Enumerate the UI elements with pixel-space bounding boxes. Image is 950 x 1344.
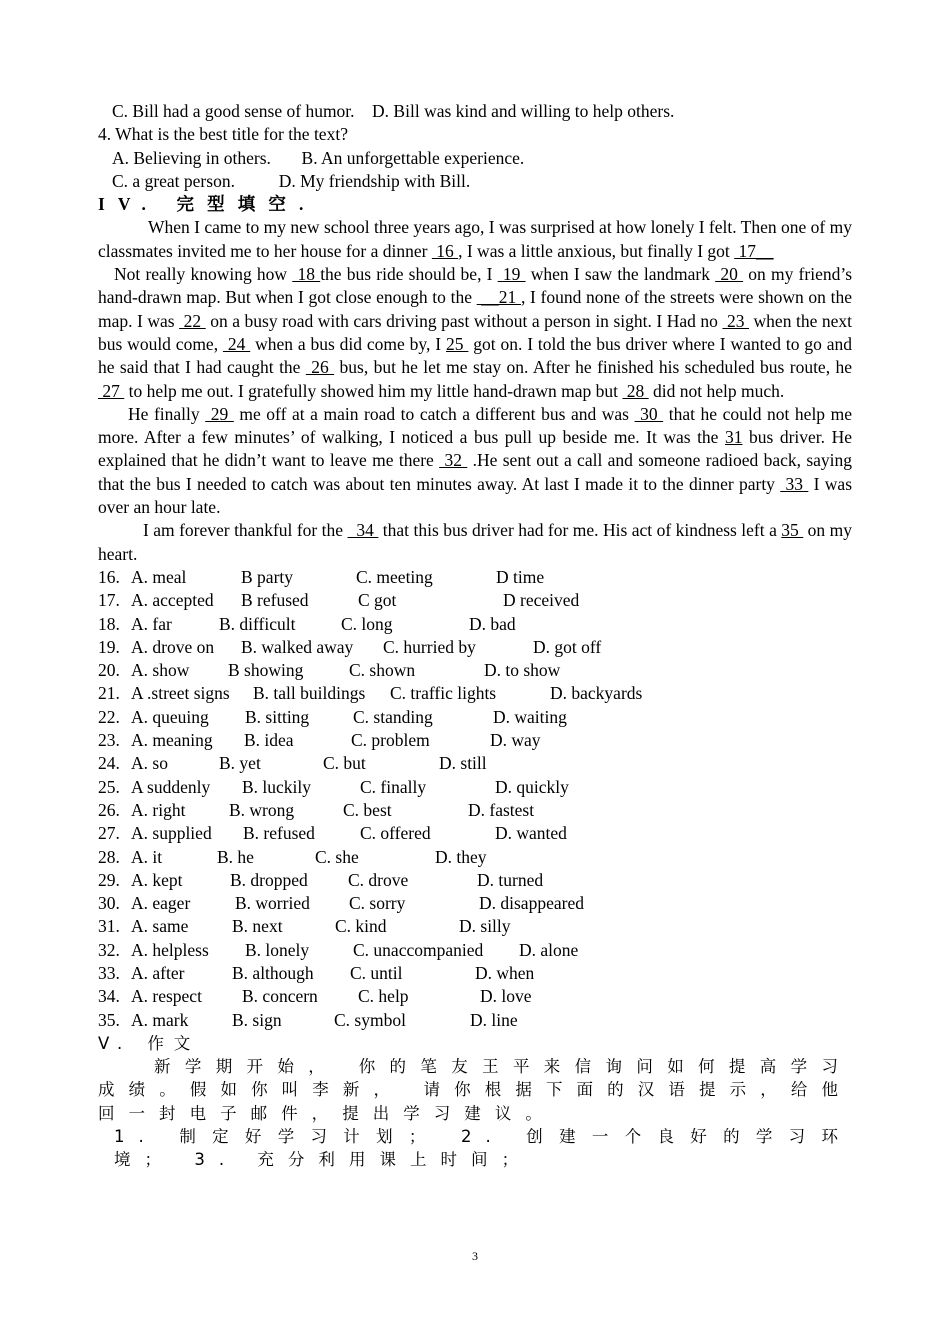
blank: 35: [781, 520, 804, 541]
passage-text: , I was a little anxious, but finally I got: [458, 240, 735, 261]
option-choice: B. difficult: [219, 613, 296, 634]
option-choice: B. lonely: [245, 939, 310, 960]
option-choice: A. after: [131, 962, 185, 983]
option-choice: B. next: [232, 916, 283, 937]
passage-text: on my heart.: [98, 520, 852, 564]
passage-text: to help me out. I gratefully showed him my little hand-drawn map but: [124, 380, 623, 401]
option-choice: D. quickly: [495, 776, 569, 797]
option-choice: B. concern: [242, 986, 318, 1007]
passage-text: when I saw the landmark: [525, 264, 716, 285]
passage-text: the bus ride should be, I: [320, 264, 498, 285]
blank: 29: [205, 403, 234, 424]
option-choice: D. still: [439, 753, 487, 774]
option-choice: D. love: [480, 986, 532, 1007]
option-choice: B. he: [217, 846, 254, 867]
document-page: [98, 100, 852, 1172]
option-row: [98, 915, 852, 938]
option-choice: B. luckily: [242, 776, 312, 797]
option-choice: C. meeting: [356, 566, 433, 587]
blank: __21: [476, 287, 521, 308]
option-choice: C. best: [343, 799, 392, 820]
passage-text: on my friend’s hand-drawn map. But when I got close enough to the: [98, 264, 853, 308]
option-choice: A. show: [131, 660, 190, 681]
question-number: 30.: [98, 893, 120, 914]
option-row: [98, 729, 852, 752]
passage-text: I was over an hour late.: [98, 473, 853, 518]
option-choice: B. sign: [232, 1009, 282, 1030]
option-choice: C. traffic lights: [390, 683, 497, 704]
option-choice: C. drove: [348, 869, 409, 890]
option-row: [98, 962, 852, 985]
option-choice: B. wrong: [229, 799, 295, 820]
option-row: [98, 985, 852, 1008]
option-row: [98, 752, 852, 775]
option-choice: B. although: [232, 962, 314, 983]
option-choice: B. idea: [244, 730, 294, 751]
blank: 17__: [734, 240, 774, 261]
option-choice: D. way: [490, 730, 541, 751]
option-row: [98, 846, 852, 869]
option-row: [98, 659, 852, 682]
option-choice: B. tall buildings: [253, 683, 366, 704]
option-choice: A. far: [131, 613, 172, 634]
blank: 27: [98, 380, 125, 401]
section-heading-writing: V. 作文: [98, 1033, 201, 1053]
option-choice: A. right: [131, 799, 186, 820]
question-number: 34.: [98, 986, 120, 1007]
option-choice: A. kept: [131, 869, 183, 890]
writing-points: 1. 制定好学习计划； 2. 创建一个良好的学习环境； 3. 充分利用课上时间；: [114, 1127, 852, 1170]
question-number: 16.: [98, 566, 120, 587]
option-row: [98, 939, 852, 962]
blank: 18: [292, 264, 321, 285]
passage-paragraph: [98, 216, 852, 263]
option-choice: C. sorry: [349, 893, 406, 914]
question-number: 26.: [98, 799, 120, 820]
option-choice: D. they: [435, 846, 487, 867]
option-choice: D. when: [475, 962, 535, 983]
option-choice: C. but: [323, 753, 366, 774]
option-choice: D. fastest: [468, 799, 535, 820]
option-choice: A. it: [131, 846, 163, 867]
blank: 32: [439, 450, 468, 471]
option-choice: B. sitting: [245, 706, 310, 727]
passage-paragraph: [98, 263, 852, 403]
option-row: [98, 776, 852, 799]
passage-paragraph: [98, 519, 852, 566]
option-choice: A. meaning: [131, 730, 213, 751]
passage-text: I am forever thankful for the: [143, 520, 348, 541]
option-choice: A. respect: [131, 986, 202, 1007]
option-choice: C. she: [315, 846, 359, 867]
option-choice: A. so: [131, 753, 168, 774]
blank: 20: [715, 264, 744, 285]
question-number: 18.: [98, 613, 120, 634]
option-row: [98, 682, 852, 705]
option-choice: D. to show: [484, 660, 561, 681]
blank: 26: [305, 357, 335, 378]
blank: 24: [222, 333, 251, 354]
question-number: 32.: [98, 939, 120, 960]
option-choice: B showing: [228, 660, 304, 681]
option-choice: B. refused: [243, 823, 315, 844]
blank: 34: [347, 520, 379, 541]
passage-text: on a busy road with cars driving past without a person in sight. I Had no: [205, 310, 723, 331]
blank: 33: [780, 473, 809, 494]
option-choice: D. backyards: [550, 683, 643, 704]
passage-text: that this bus driver had for me. His act of kindness left a: [378, 520, 782, 541]
passage-text: bus, but he let me stay on. After he finished his scheduled bus route, he: [334, 357, 852, 378]
option-choice: D received: [503, 590, 580, 611]
option-choice: A. same: [131, 916, 189, 937]
option-choice: B. yet: [219, 753, 261, 774]
question-number: 28.: [98, 846, 120, 867]
blank: 19: [497, 264, 526, 285]
option-row: [98, 613, 852, 636]
question-number: 25.: [98, 776, 120, 797]
option-choice: D. wanted: [495, 823, 567, 844]
question-number: 19.: [98, 636, 120, 657]
passage-text: Not really knowing how: [114, 264, 293, 285]
blank: 28: [622, 380, 649, 401]
option-choice: D time: [496, 566, 545, 587]
question-number: 24.: [98, 753, 120, 774]
question-number: 27.: [98, 823, 120, 844]
option-choice: C. offered: [360, 823, 431, 844]
option-line: C. Bill had a good sense of humor. D. Bill was kind and willing to help others.: [112, 101, 675, 121]
option-choice: A. eager: [131, 893, 191, 914]
option-choice: A. mark: [131, 1009, 189, 1030]
option-choice: C got: [358, 590, 397, 611]
option-choice: D. turned: [477, 869, 544, 890]
question-number: 22.: [98, 706, 120, 727]
option-line: C. a great person. D. My friendship with Bill.: [112, 170, 471, 191]
blank: 23: [722, 310, 750, 331]
option-row: [98, 822, 852, 845]
page-number: 3: [472, 1249, 478, 1263]
question-number: 23.: [98, 730, 120, 751]
question-4: 4. What is the best title for the text?: [98, 124, 348, 145]
blank: 22: [179, 310, 206, 331]
passage-text: .He sent out a call and someone radioed back, saying that the bus I needed to catch was about ten minutes away. At last I made it to the dinner party: [98, 450, 853, 494]
blank: 30: [634, 403, 664, 424]
option-choice: C. finally: [360, 776, 427, 797]
option-row: [98, 892, 852, 915]
option-choice: D. waiting: [493, 706, 567, 727]
option-choice: C. unaccompanied: [353, 939, 484, 960]
question-number: 20.: [98, 660, 120, 681]
option-row: [98, 589, 852, 612]
passage-text: did not help much.: [648, 380, 785, 401]
option-choice: A. accepted: [131, 590, 214, 611]
option-choice: C. kind: [335, 916, 387, 937]
option-choice: B refused: [241, 590, 309, 611]
option-choice: A. supplied: [131, 823, 212, 844]
question-number: 21.: [98, 683, 120, 704]
option-choice: A. meal: [131, 566, 187, 587]
option-choice: D. disappeared: [479, 893, 584, 914]
passage-paragraph: [98, 403, 852, 519]
option-choice: B. walked away: [241, 636, 354, 657]
option-row: [98, 1009, 852, 1032]
option-choice: A .street signs: [131, 683, 230, 704]
option-row: [98, 706, 852, 729]
option-choice: C. standing: [353, 706, 433, 727]
option-choice: A. helpless: [131, 939, 209, 960]
question-number: 29.: [98, 869, 120, 890]
blank: 25: [446, 333, 469, 354]
option-choice: C. symbol: [334, 1009, 406, 1030]
passage-text: when the next bus would come,: [98, 310, 853, 354]
option-choice: A suddenly: [131, 776, 211, 797]
option-choice: D. got off: [533, 636, 602, 657]
option-choice: B. dropped: [230, 869, 308, 890]
option-choice: C. until: [350, 962, 403, 983]
option-choice: C. hurried by: [383, 636, 476, 657]
blank: 31: [724, 427, 743, 448]
option-row: [98, 566, 852, 589]
option-row: [98, 636, 852, 659]
cloze-passage: [98, 216, 852, 565]
option-choice: D. alone: [519, 939, 579, 960]
question-number: 31.: [98, 916, 120, 937]
question-number: 33.: [98, 962, 120, 983]
option-choice: D. bad: [469, 613, 516, 634]
option-choice: A. drove on: [131, 636, 215, 657]
option-choice: D. silly: [459, 916, 511, 937]
option-choice: C. help: [358, 986, 409, 1007]
option-choice: C. problem: [351, 730, 430, 751]
passage-text: He finally: [128, 403, 206, 424]
passage-text: got on. I told the bus driver where I wanted to go and he said that I had caught the: [98, 333, 852, 378]
question-number: 35.: [98, 1009, 120, 1030]
passage-text: that he could not help me more. After a few minutes’ of walking, I noticed a bus pull up beside me. It was the: [98, 403, 852, 448]
writing-prompt: 新学期开始， 你的笔友王平来信询问如何提高学习成绩。假如你叫李新， 请你根据下面的汉语提示，给他回一封电子邮件，提出学习建议。: [98, 1057, 852, 1123]
passage-text: when a bus did come by, I: [250, 333, 446, 354]
option-choice: A. queuing: [131, 706, 209, 727]
blank: 16: [431, 240, 459, 261]
passage-text: bus driver. He explained that he didn’t want to leave me there: [98, 427, 852, 471]
option-choice: D. line: [470, 1009, 518, 1030]
option-row: [98, 869, 852, 892]
passage-text: , I found none of the streets were shown on the map. I was: [98, 287, 852, 331]
option-choice: B party: [241, 566, 294, 587]
passage-text: me off at a main road to catch a different bus and was: [233, 403, 635, 424]
option-choice: C. shown: [349, 660, 416, 681]
option-choice: C. long: [341, 613, 393, 634]
section-heading-cloze: IV. 完型填空.: [98, 194, 317, 215]
option-line: A. Believing in others. B. An unforgettable experience.: [112, 147, 525, 168]
option-row: [98, 799, 852, 822]
question-number: 17.: [98, 590, 120, 611]
passage-text: When I came to my new school three years ago, I was surprised at how lonely I felt. Then one of my classmates invited me to her house for a dinner: [98, 217, 852, 261]
option-choice: B. worried: [235, 893, 310, 914]
cloze-options: [98, 566, 852, 1032]
